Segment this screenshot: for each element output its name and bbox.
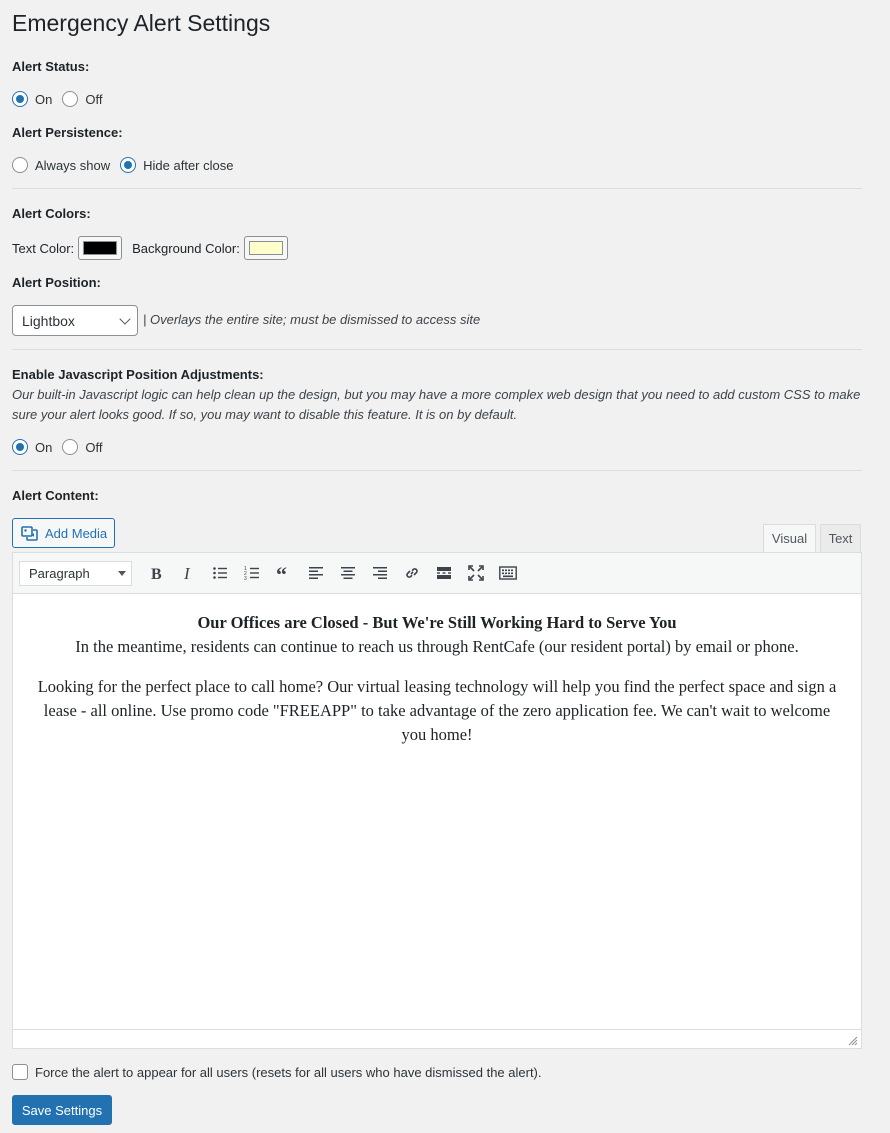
alert-persistence-label: Alert Persistence:	[12, 125, 123, 140]
persistence-hide-after-close-label[interactable]: Hide after close	[143, 157, 234, 173]
js-adjustments-on-radio[interactable]	[12, 439, 28, 455]
text-color-swatch	[83, 241, 117, 255]
tab-visual[interactable]: Visual	[763, 524, 816, 553]
persistence-always-show-radio[interactable]	[12, 157, 28, 173]
alert-colors-label: Alert Colors:	[12, 206, 91, 221]
format-select-value: Paragraph	[29, 565, 90, 581]
svg-text:B: B	[151, 566, 162, 581]
alert-status-label: Alert Status:	[12, 59, 90, 74]
alert-status-off-radio[interactable]	[62, 91, 78, 107]
alert-status-on-label[interactable]: On	[35, 91, 53, 107]
js-adjustments-description: Our built-in Javascript logic can help clean up the design, but you may have a more complex web design that you need to add custom CSS to make sure your alert looks good. If so, you may want to disable this feature. It is on by default.	[12, 387, 861, 422]
dropdown-arrow-icon	[118, 571, 126, 576]
text-color-label: Text Color:	[12, 240, 75, 256]
alert-position-hint: | Overlays the entire site; must be dismissed to access site	[143, 312, 481, 327]
chevron-down-icon	[119, 313, 130, 324]
fullscreen-icon[interactable]	[460, 558, 492, 588]
alert-persistence-group	[12, 157, 243, 173]
divider	[12, 188, 862, 189]
editor-heading: Our Offices are Closed - But We're Still Working Hard to Serve You	[197, 613, 677, 632]
alert-status-group	[12, 91, 112, 107]
alert-status-off-label[interactable]: Off	[85, 91, 103, 107]
editor-toolbar	[12, 552, 862, 594]
tab-text[interactable]: Text	[820, 524, 861, 553]
background-color-swatch	[249, 241, 283, 255]
persistence-always-show-label[interactable]: Always show	[35, 157, 111, 173]
numbered-list-icon[interactable]	[236, 558, 268, 588]
force-alert-checkbox[interactable]	[12, 1064, 28, 1080]
toolbar-toggle-icon[interactable]	[492, 558, 524, 588]
blockquote-icon[interactable]	[268, 558, 300, 588]
align-right-icon[interactable]	[364, 558, 396, 588]
add-media-button[interactable]	[12, 518, 115, 548]
bold-icon[interactable]	[140, 558, 172, 588]
align-center-icon[interactable]	[332, 558, 364, 588]
add-media-label: Add Media	[45, 525, 108, 541]
svg-text:“: “	[276, 565, 287, 581]
force-alert-label[interactable]: Force the alert to appear for all users (resets for all users who have dismissed the alert).	[35, 1064, 542, 1080]
italic-icon[interactable]	[172, 558, 204, 588]
js-adjustments-on-label[interactable]: On	[35, 439, 53, 455]
editor-statusbar	[12, 1029, 862, 1049]
read-more-icon[interactable]	[428, 558, 460, 588]
resize-handle-icon[interactable]	[848, 1036, 858, 1046]
svg-text:1: 1	[244, 566, 247, 572]
editor-paragraph: Looking for the perfect place to call home? Our virtual leasing technology will help you find the perfect space and sign a lease - all online. Use promo code "FREEAPP" to take advantage of the zero application fee. We can't wait to welcome you home!	[37, 677, 837, 744]
svg-text:2: 2	[244, 571, 247, 577]
js-adjustments-off-label[interactable]: Off	[85, 439, 103, 455]
save-settings-button[interactable]: Save Settings	[12, 1095, 112, 1125]
divider	[12, 470, 862, 471]
alert-content-label: Alert Content:	[12, 488, 99, 503]
editor-content-area[interactable]	[12, 594, 862, 1030]
alert-position-select[interactable]	[12, 305, 138, 336]
format-select[interactable]	[19, 561, 132, 586]
persistence-hide-after-close-radio[interactable]	[120, 157, 136, 173]
media-icon	[21, 525, 39, 541]
alert-position-label: Alert Position:	[12, 275, 101, 290]
js-adjustments-group	[12, 439, 112, 455]
alert-position-value: Lightbox	[22, 312, 75, 329]
svg-text:3: 3	[244, 576, 247, 581]
align-left-icon[interactable]	[300, 558, 332, 588]
text-color-picker[interactable]	[78, 236, 122, 260]
svg-text:I: I	[184, 565, 190, 581]
background-color-picker[interactable]	[244, 236, 288, 260]
editor-line: In the meantime, residents can continue to reach us through RentCafe (our resident portal) by email or phone.	[75, 637, 799, 656]
background-color-label: Background Color:	[132, 240, 240, 256]
link-icon[interactable]	[396, 558, 428, 588]
page-title: Emergency Alert Settings	[12, 10, 271, 36]
js-adjustments-off-radio[interactable]	[62, 439, 78, 455]
alert-colors-row	[12, 236, 298, 260]
alert-status-on-radio[interactable]	[12, 91, 28, 107]
bullet-list-icon[interactable]	[204, 558, 236, 588]
divider	[12, 349, 862, 350]
js-adjustments-label: Enable Javascript Position Adjustments:	[12, 367, 264, 382]
force-alert-row	[12, 1064, 542, 1080]
